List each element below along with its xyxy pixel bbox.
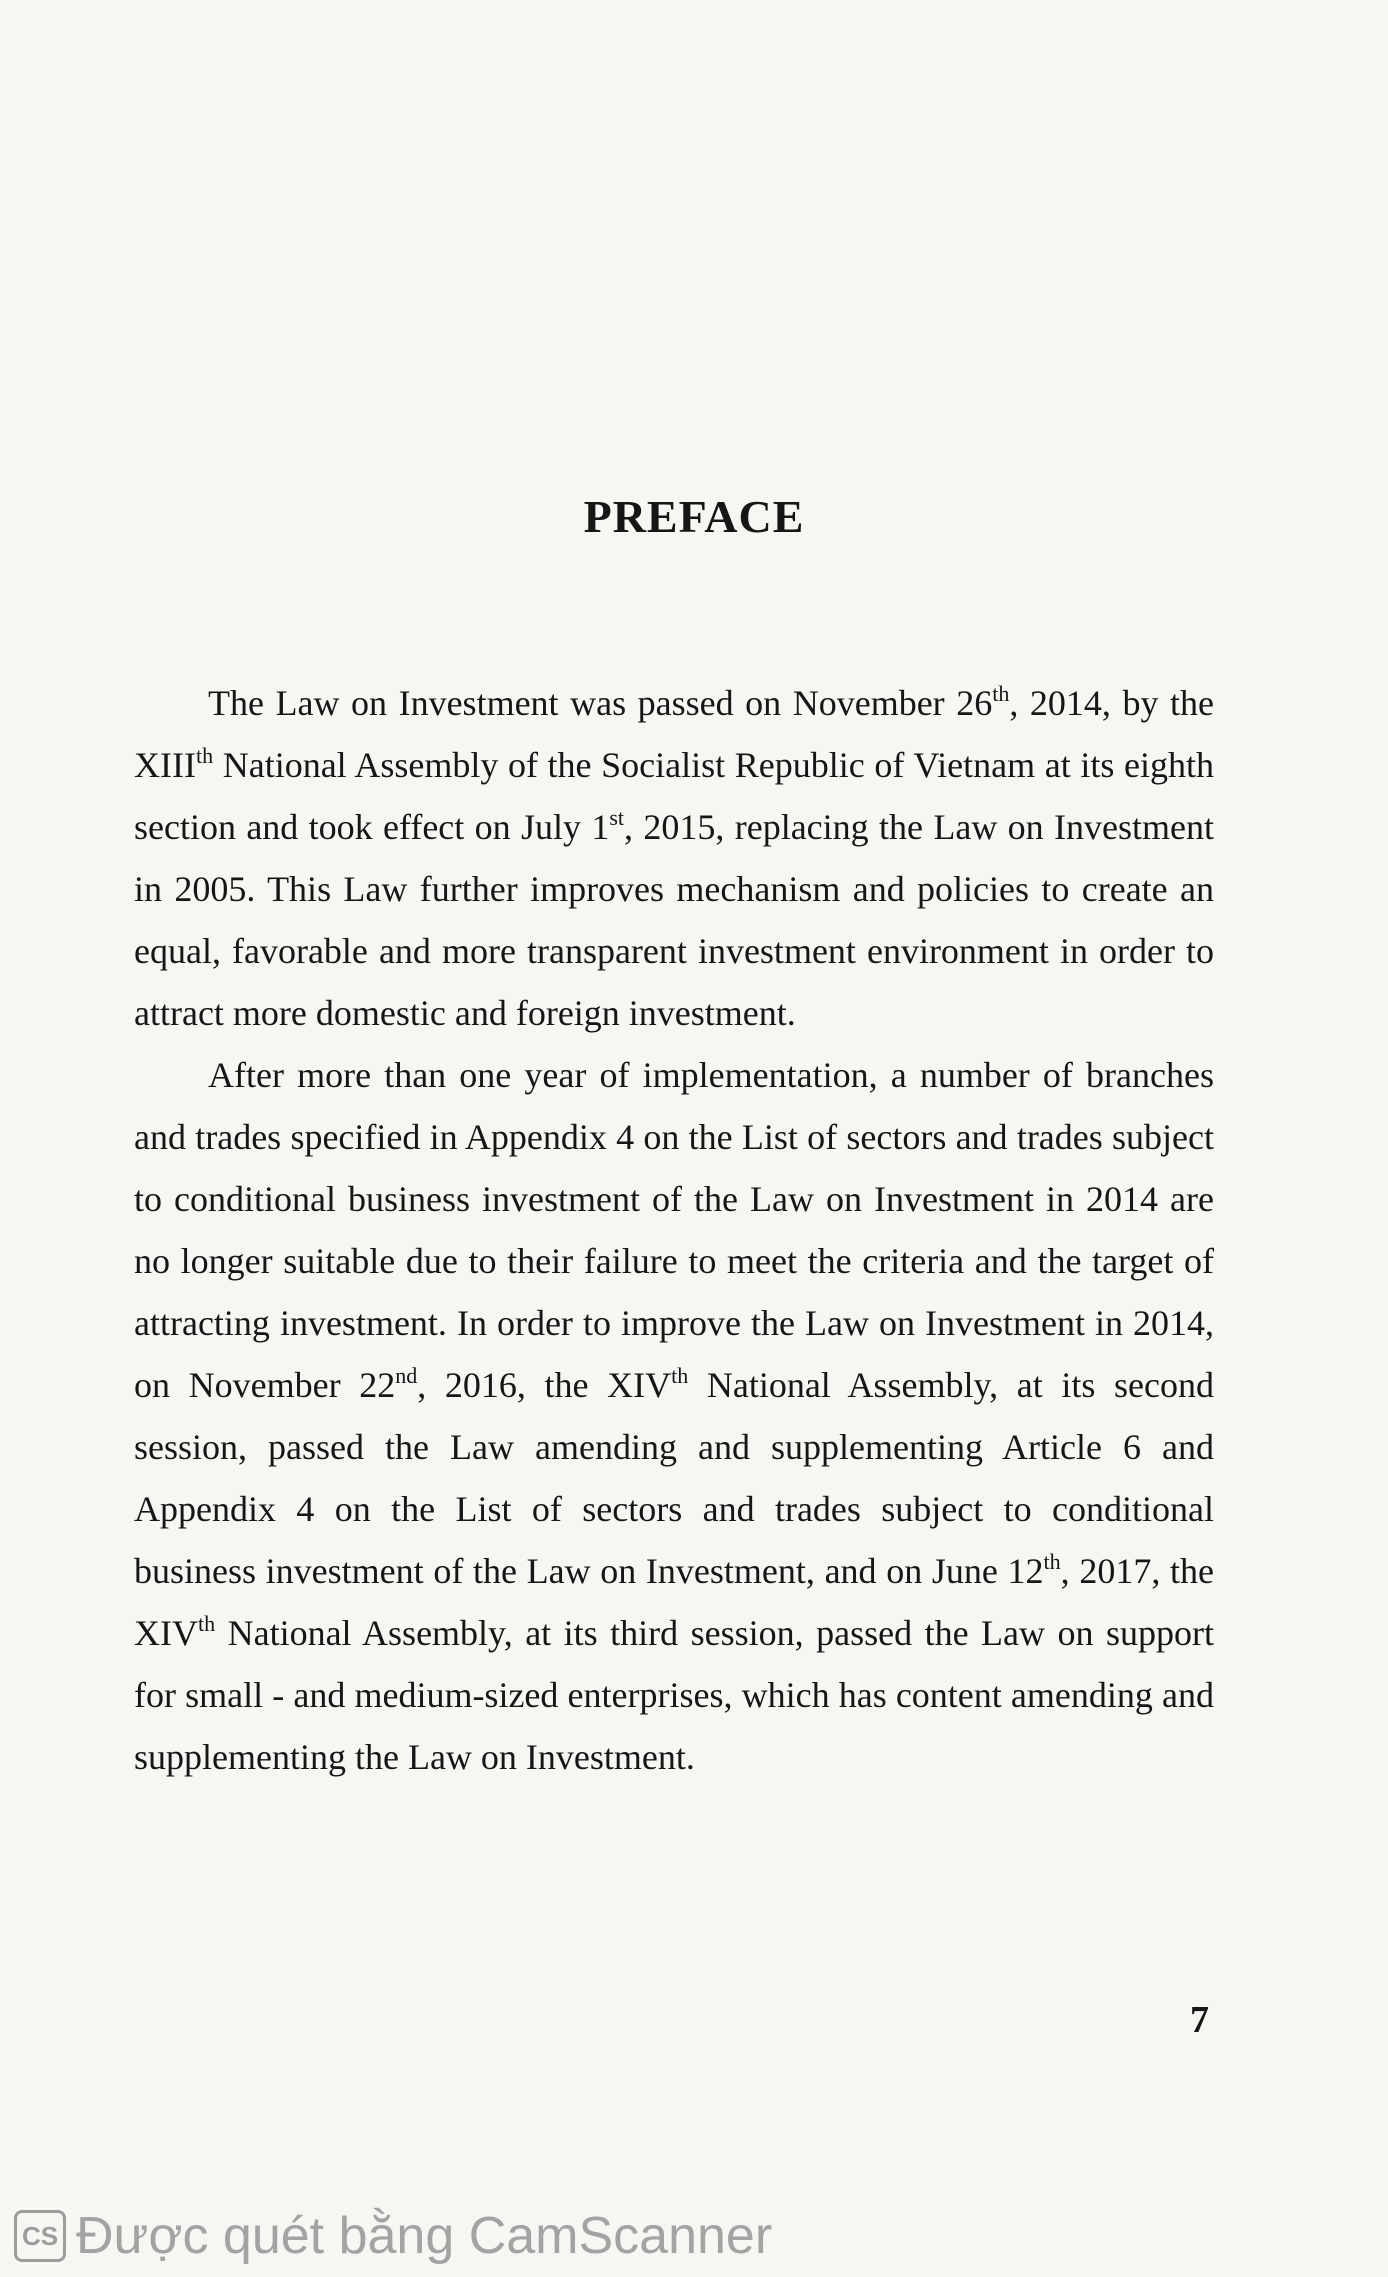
ordinal-superscript: th xyxy=(992,681,1010,706)
text-run: National Assembly, at its second session, passed the Law amending and supplementing Article 6 and Appendix 4 on the List of sectors and trades subject to conditional business investment of the Law on Investment, and on June 12 xyxy=(134,1365,1214,1591)
text-run: , 2015, replacing the Law on Investment in 2005. This Law further improves mechanism and policies to create an equal, favorable and more transparent investment environment in order to attract more domestic and foreign investment. xyxy=(134,807,1214,1033)
ordinal-superscript: th xyxy=(1043,1549,1061,1574)
camscanner-logo-icon: CS xyxy=(14,2210,66,2262)
page-title: PREFACE xyxy=(583,491,805,542)
watermark-text: Được quét bằng CamScanner xyxy=(76,2207,773,2265)
ordinal-superscript: th xyxy=(197,1611,216,1636)
ordinal-superscript: nd xyxy=(395,1363,418,1388)
paragraph-2 xyxy=(134,1044,1214,1788)
text-run: , 2014, by the XIII xyxy=(134,683,1214,785)
paragraph-1 xyxy=(134,672,1214,1044)
preface-body xyxy=(134,672,1214,1788)
camscanner-watermark xyxy=(14,2206,772,2266)
ordinal-superscript: st xyxy=(609,805,625,830)
text-run: The Law on Investment was passed on November 26 xyxy=(208,683,993,723)
text-run: , 2016, the XIV xyxy=(417,1365,672,1405)
text-run: After more than one year of implementation, a number of branches and trades specified in Appendix 4 on the List of sectors and trades subject to conditional business investment of the Law on Investment in 2014 are no longer suitable due to their failure to meet the criteria and the target of attracting investment. In order to improve the Law on Investment in 2014, on November 22 xyxy=(134,1055,1214,1405)
text-run: National Assembly of the Socialist Republic of Vietnam at its eighth section and took effect on July 1 xyxy=(134,745,1214,847)
ordinal-superscript: th xyxy=(671,1363,689,1388)
text-run: , 2017, the XIV xyxy=(134,1551,1214,1653)
text-run: National Assembly, at its third session, passed the Law on support for small - and medium-sized enterprises, which has content amending and supplementing the Law on Investment. xyxy=(134,1613,1214,1777)
ordinal-superscript: th xyxy=(195,743,214,768)
page-number: 7 xyxy=(1190,1999,1209,2041)
